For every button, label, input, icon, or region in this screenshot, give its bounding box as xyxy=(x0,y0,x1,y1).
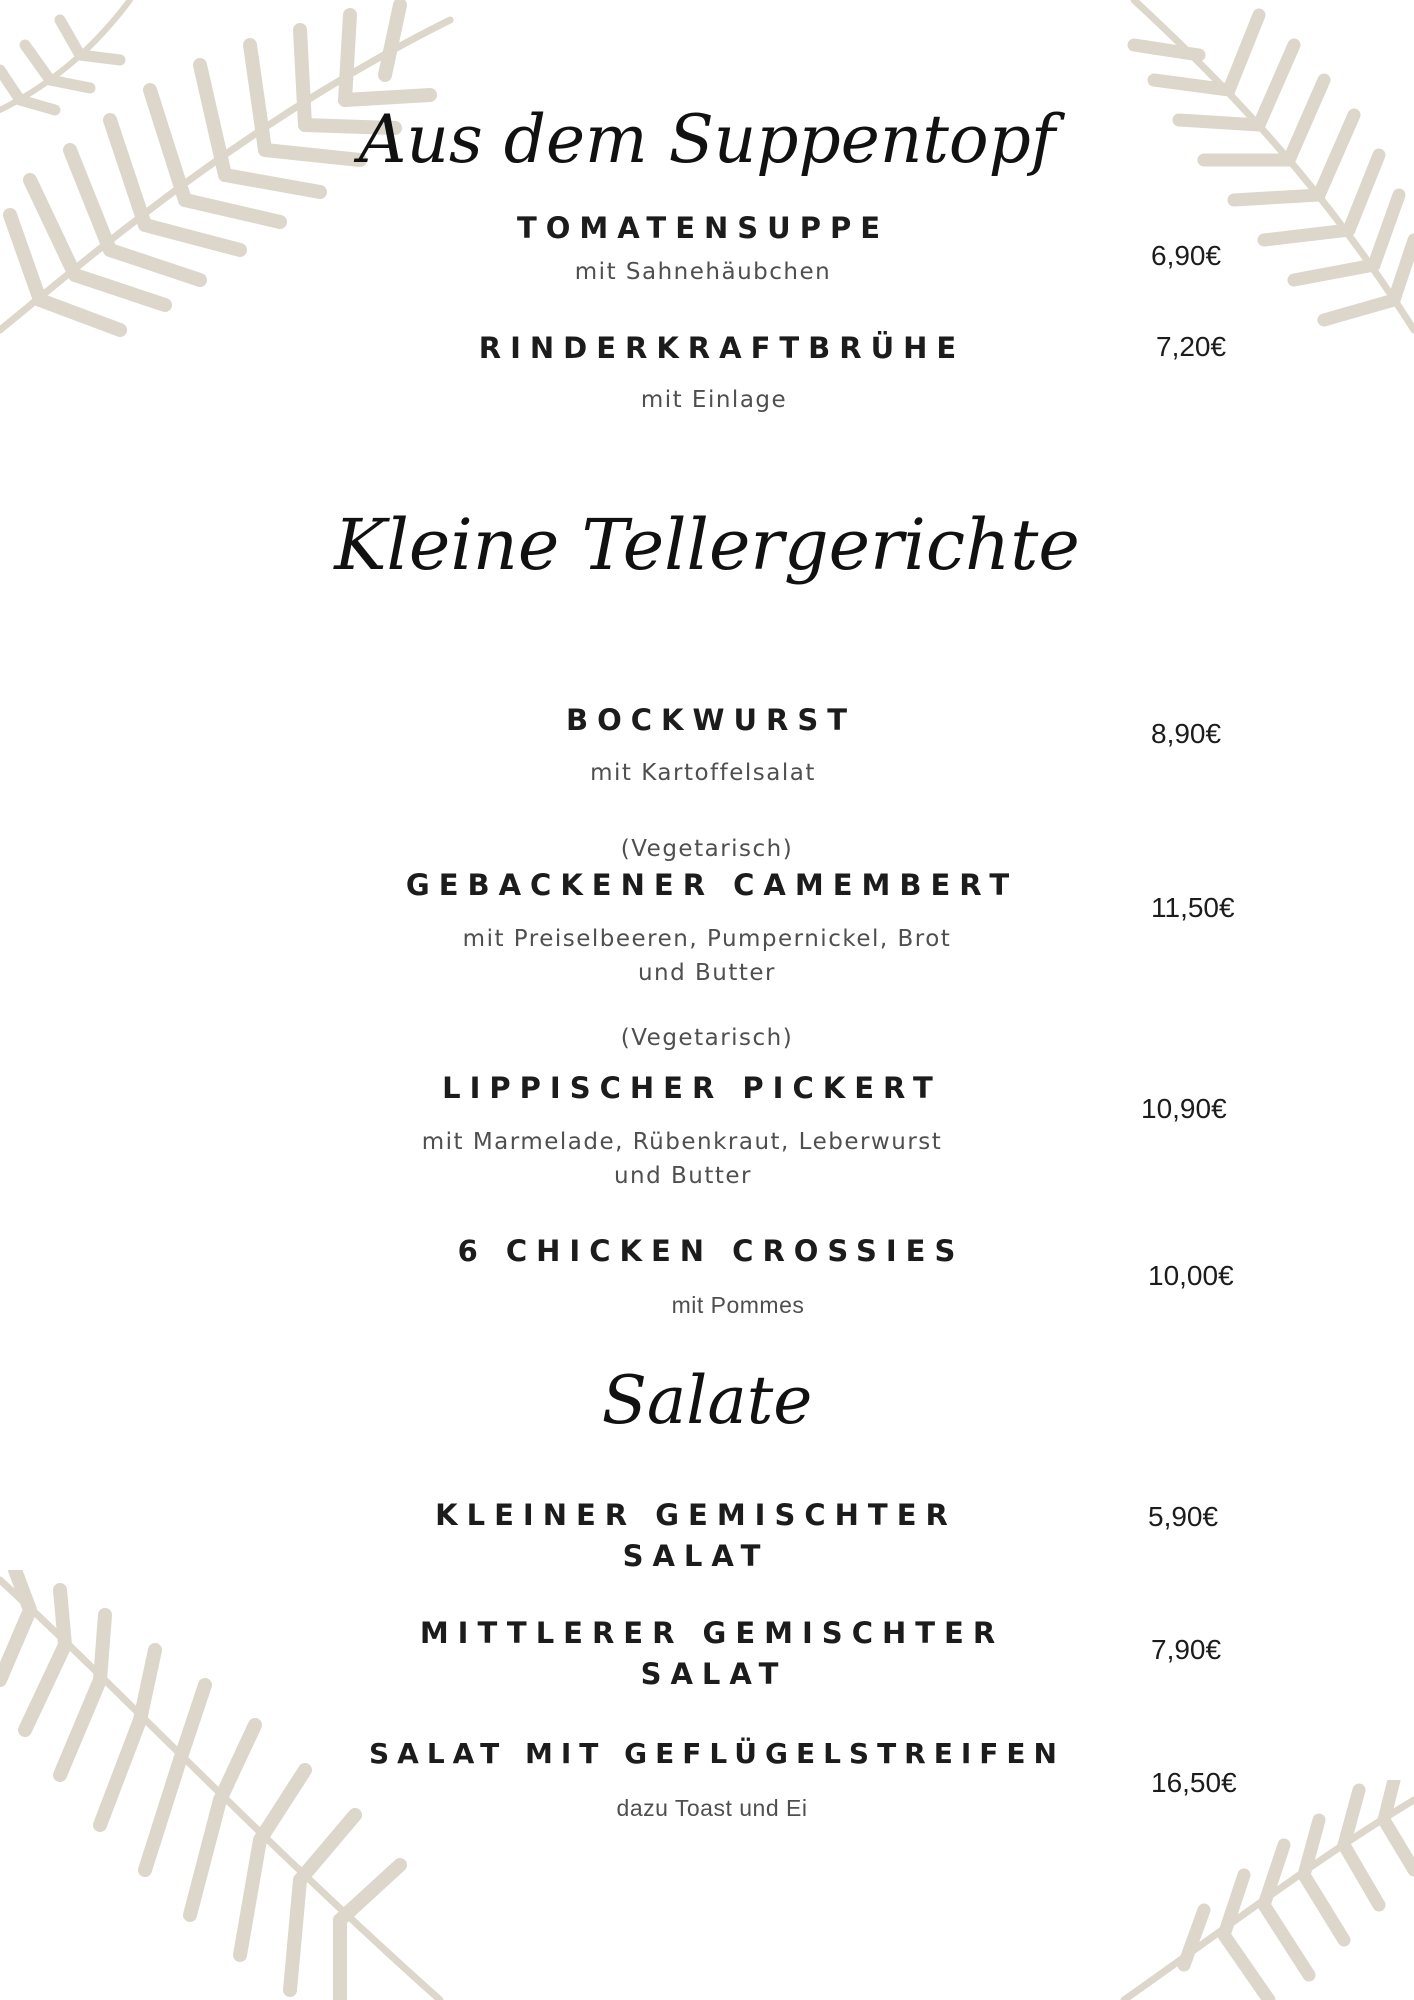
menu-item-description: dazu Toast und Ei xyxy=(616,1795,808,1821)
menu-item-price: 10,00€ xyxy=(1148,1260,1234,1291)
menu-item-price: 6,90€ xyxy=(1151,240,1222,271)
menu-item-price: 7,20€ xyxy=(1156,331,1227,362)
menu-item-name: MITTLERER GEMISCHTER xyxy=(419,1616,1005,1650)
menu-item-name: SALAT xyxy=(622,1539,770,1573)
menu-item-description: und Butter xyxy=(613,1163,753,1189)
menu-item-description: und Butter xyxy=(637,960,777,986)
menu-item-price: 7,90€ xyxy=(1151,1634,1222,1665)
menu-item-name: 6 CHICKEN CROSSIES xyxy=(457,1234,965,1268)
menu-item-name: SALAT xyxy=(640,1657,788,1691)
menu-item-name: KLEINER GEMISCHTER xyxy=(435,1498,957,1532)
section-heading-tellergerichte: Kleine Tellergerichte xyxy=(334,504,1080,586)
palm-leaf-bottom-right xyxy=(1094,1780,1414,2000)
menu-item-price: 16,50€ xyxy=(1151,1767,1237,1798)
menu-item-description: mit Preiselbeeren, Pumpernickel, Brot xyxy=(462,926,952,952)
section-heading-suppentopf: Aus dem Suppentopf xyxy=(358,101,1056,178)
menu-item-description: mit Einlage xyxy=(640,387,788,413)
menu-item-name: SALAT MIT GEFLÜGELSTREIFEN xyxy=(369,1737,1065,1770)
menu-item-price: 10,90€ xyxy=(1141,1093,1227,1124)
menu-item-price: 8,90€ xyxy=(1151,718,1222,749)
menu-item-tag: (Vegetarisch) xyxy=(620,836,794,862)
menu-item-name: GEBACKENER CAMEMBERT xyxy=(405,868,1019,902)
menu-item-description: mit Sahnehäubchen xyxy=(574,259,832,285)
menu-item-name: TOMATENSUPPE xyxy=(516,211,890,245)
menu-item-description: mit Marmelade, Rübenkraut, Leberwurst xyxy=(421,1129,943,1155)
menu-item-description: mit Kartoffelsalat xyxy=(590,760,816,786)
menu-item-name: LIPPISCHER PICKERT xyxy=(442,1071,942,1105)
menu-item-name: BOCKWURST xyxy=(565,703,857,737)
menu-item-description: mit Pommes xyxy=(671,1292,805,1318)
menu-item-price: 5,90€ xyxy=(1148,1501,1219,1532)
section-heading-salate: Salate xyxy=(601,1362,813,1439)
menu-item-name: RINDERKRAFTBRÜHE xyxy=(478,331,966,365)
menu-item-price: 11,50€ xyxy=(1151,892,1235,923)
menu-item-tag: (Vegetarisch) xyxy=(620,1025,794,1051)
